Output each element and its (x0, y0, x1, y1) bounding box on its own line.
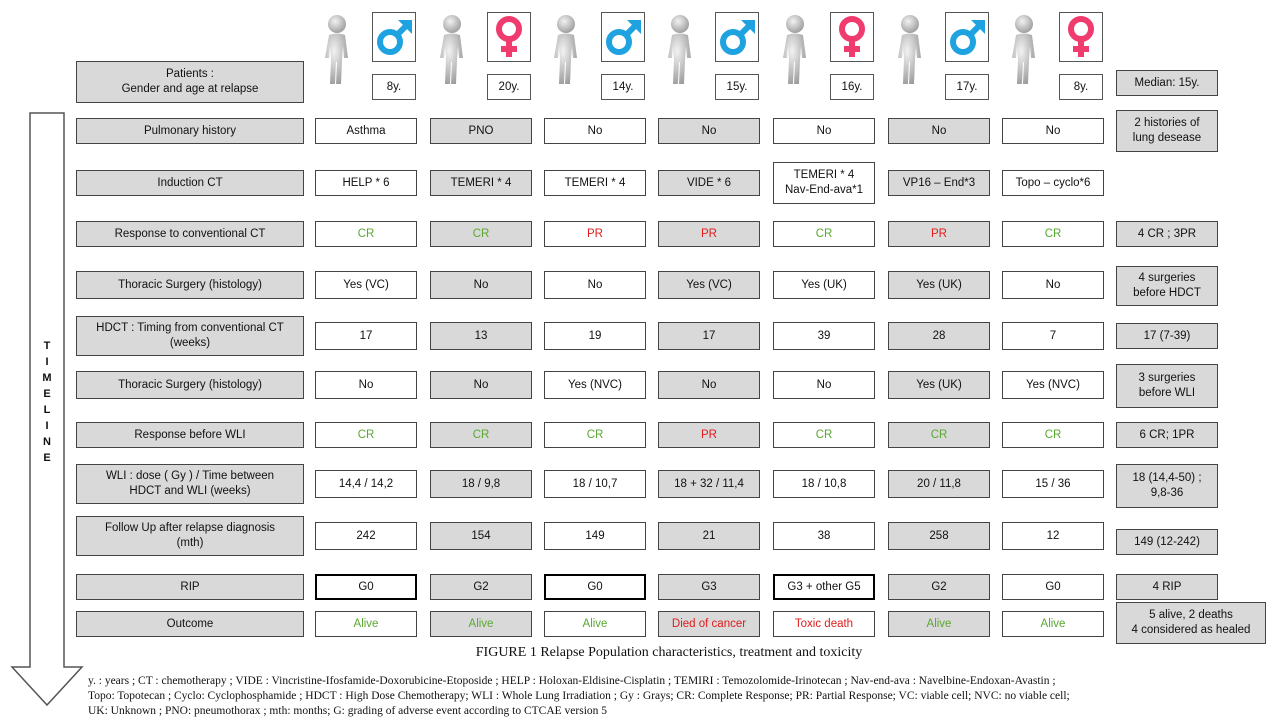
patient-figure-icon (544, 12, 588, 86)
table-cell: No (315, 371, 417, 399)
table-cell: Yes (NVC) (1002, 371, 1104, 399)
table-cell: 149 (544, 522, 646, 550)
row-label: Pulmonary history (76, 118, 304, 144)
table-cell: No (773, 371, 875, 399)
table-cell: Alive (315, 611, 417, 637)
patient-age: 14y. (601, 74, 645, 100)
table-cell: TEMERI * 4 Nav-End-ava*1 (773, 162, 875, 204)
table-cell: Topo – cyclo*6 (1002, 170, 1104, 196)
table-cell: Yes (NVC) (544, 371, 646, 399)
table-cell: 20 / 11,8 (888, 470, 990, 498)
table-cell: CR (430, 221, 532, 247)
patient-figure-icon (773, 12, 817, 86)
table-cell: 21 (658, 522, 760, 550)
timeline-letter: E (43, 388, 51, 400)
row-summary: 149 (12-242) (1116, 529, 1218, 555)
patient-age: 17y. (945, 74, 989, 100)
table-cell: CR (773, 221, 875, 247)
table-cell: 38 (773, 522, 875, 550)
table-cell: PR (888, 221, 990, 247)
timeline-letter: T (43, 340, 51, 352)
patient-age: 15y. (715, 74, 759, 100)
row-label: RIP (76, 574, 304, 600)
table-cell: Yes (UK) (888, 371, 990, 399)
table-cell: 28 (888, 322, 990, 350)
table-cell: CR (315, 221, 417, 247)
table-cell: CR (773, 422, 875, 448)
timeline-letter: M (42, 372, 52, 384)
table-cell: CR (888, 422, 990, 448)
timeline-letter: E (43, 452, 51, 464)
abbreviations-legend: y. : years ; CT : chemotherapy ; VIDE : Vincristine-Ifosfamide-Doxorubicine-Etoposide ; HELP : Holoxan-Eldisine-Cisplatin ; TEMIRI : Temozolomide-Irinotecan ; Nav-end-ava : Navelbine-Endoxan-Avastin ; Topo: Topotecan ; Cyclo: Cyclophosphamide ; HDCT : High Dose Chemotherapy; WLI : Whole Lung Irradiation ; Gy : Grays; CR: Complete Response; PR: Partial Response; VC: viable cell; NVC: no viable cell; UK: Unknown ; PNO: pneumothorax ; mth: months; G: grading of adverse event according to CTCAE version 5 (88, 675, 1070, 717)
table-cell: No (544, 118, 646, 144)
table-cell: 12 (1002, 522, 1104, 550)
figure-caption: FIGURE 1 Relapse Population characteristics, treatment and toxicity (475, 645, 863, 660)
table-cell: G3 + other G5 (773, 574, 875, 600)
patient-age: 8y. (1059, 74, 1103, 100)
table-cell: TEMERI * 4 (430, 170, 532, 196)
row-summary: 17 (7-39) (1116, 323, 1218, 349)
patient-age: 20y. (487, 74, 531, 100)
table-cell: G3 (658, 574, 760, 600)
table-cell: 242 (315, 522, 417, 550)
table-cell: No (1002, 118, 1104, 144)
male-symbol-icon (715, 12, 759, 62)
timeline-letter: N (43, 436, 51, 448)
table-cell: 18 + 32 / 11,4 (658, 470, 760, 498)
patient-figure-icon (658, 12, 702, 86)
table-cell: G0 (315, 574, 417, 600)
table-cell: Yes (UK) (888, 271, 990, 299)
table-cell: No (544, 271, 646, 299)
female-symbol-icon (487, 12, 531, 62)
table-cell: 19 (544, 322, 646, 350)
row-label: Thoracic Surgery (histology) (76, 371, 304, 399)
table-cell: PR (658, 221, 760, 247)
table-cell: No (888, 118, 990, 144)
male-symbol-icon (945, 12, 989, 62)
table-cell: PNO (430, 118, 532, 144)
table-cell: Died of cancer (658, 611, 760, 637)
table-cell: No (1002, 271, 1104, 299)
timeline-letter: I (45, 356, 49, 368)
table-cell: VP16 – End*3 (888, 170, 990, 196)
row-summary: 6 CR; 1PR (1116, 422, 1218, 448)
table-cell: 7 (1002, 322, 1104, 350)
table-cell: CR (1002, 422, 1104, 448)
row-label: Thoracic Surgery (histology) (76, 271, 304, 299)
male-symbol-icon (372, 12, 416, 62)
table-cell: Yes (VC) (315, 271, 417, 299)
patient-age: 8y. (372, 74, 416, 100)
table-cell: 18 / 9,8 (430, 470, 532, 498)
row-label: Induction CT (76, 170, 304, 196)
table-cell: 15 / 36 (1002, 470, 1104, 498)
median-age-summary: Median: 15y. (1116, 70, 1218, 96)
row-summary: 4 RIP (1116, 574, 1218, 600)
table-cell: No (430, 271, 532, 299)
row-label: WLI : dose ( Gy ) / Time between HDCT and WLI (weeks) (76, 464, 304, 504)
table-cell: 258 (888, 522, 990, 550)
table-cell: Alive (1002, 611, 1104, 637)
table-cell: 14,4 / 14,2 (315, 470, 417, 498)
female-symbol-icon (1059, 12, 1103, 62)
table-cell: TEMERI * 4 (544, 170, 646, 196)
patient-figure-icon (315, 12, 359, 86)
row-label: Outcome (76, 611, 304, 637)
table-cell: No (658, 118, 760, 144)
timeline-label (40, 338, 54, 466)
row-summary: 2 histories of lung desease (1116, 110, 1218, 152)
timeline-letter: I (45, 420, 49, 432)
table-cell: VIDE * 6 (658, 170, 760, 196)
table-cell: 154 (430, 522, 532, 550)
patient-figure-icon (1002, 12, 1046, 86)
table-cell: CR (1002, 221, 1104, 247)
row-summary: 4 surgeries before HDCT (1116, 266, 1218, 306)
row-summary: 5 alive, 2 deaths 4 considered as healed (1116, 602, 1266, 644)
table-cell: Alive (544, 611, 646, 637)
table-cell: Alive (888, 611, 990, 637)
table-cell: Yes (UK) (773, 271, 875, 299)
row-label: Response to conventional CT (76, 221, 304, 247)
table-cell: G2 (430, 574, 532, 600)
table-cell: Toxic death (773, 611, 875, 637)
row-label: HDCT : Timing from conventional CT (weeks) (76, 316, 304, 356)
female-symbol-icon (830, 12, 874, 62)
row-summary: 4 CR ; 3PR (1116, 221, 1218, 247)
table-cell: PR (544, 221, 646, 247)
timeline-letter: L (43, 404, 51, 416)
row-summary: 3 surgeries before WLI (1116, 364, 1218, 408)
table-cell: 13 (430, 322, 532, 350)
table-cell: No (430, 371, 532, 399)
table-cell: 17 (658, 322, 760, 350)
table-cell: Alive (430, 611, 532, 637)
table-cell: CR (430, 422, 532, 448)
table-cell: PR (658, 422, 760, 448)
row-summary: 18 (14,4-50) ; 9,8-36 (1116, 464, 1218, 508)
table-cell: HELP * 6 (315, 170, 417, 196)
table-cell: Asthma (315, 118, 417, 144)
table-cell: No (773, 118, 875, 144)
male-symbol-icon (601, 12, 645, 62)
table-cell: 17 (315, 322, 417, 350)
table-cell: Yes (VC) (658, 271, 760, 299)
table-cell: 18 / 10,8 (773, 470, 875, 498)
table-cell: CR (544, 422, 646, 448)
table-cell: G2 (888, 574, 990, 600)
table-cell: 39 (773, 322, 875, 350)
table-cell: G0 (544, 574, 646, 600)
patients-header-label: Patients : Gender and age at relapse (76, 61, 304, 103)
table-cell: No (658, 371, 760, 399)
row-label: Follow Up after relapse diagnosis (mth) (76, 516, 304, 556)
patient-age: 16y. (830, 74, 874, 100)
table-cell: CR (315, 422, 417, 448)
patient-figure-icon (888, 12, 932, 86)
patient-figure-icon (430, 12, 474, 86)
row-label: Response before WLI (76, 422, 304, 448)
table-cell: 18 / 10,7 (544, 470, 646, 498)
table-cell: G0 (1002, 574, 1104, 600)
